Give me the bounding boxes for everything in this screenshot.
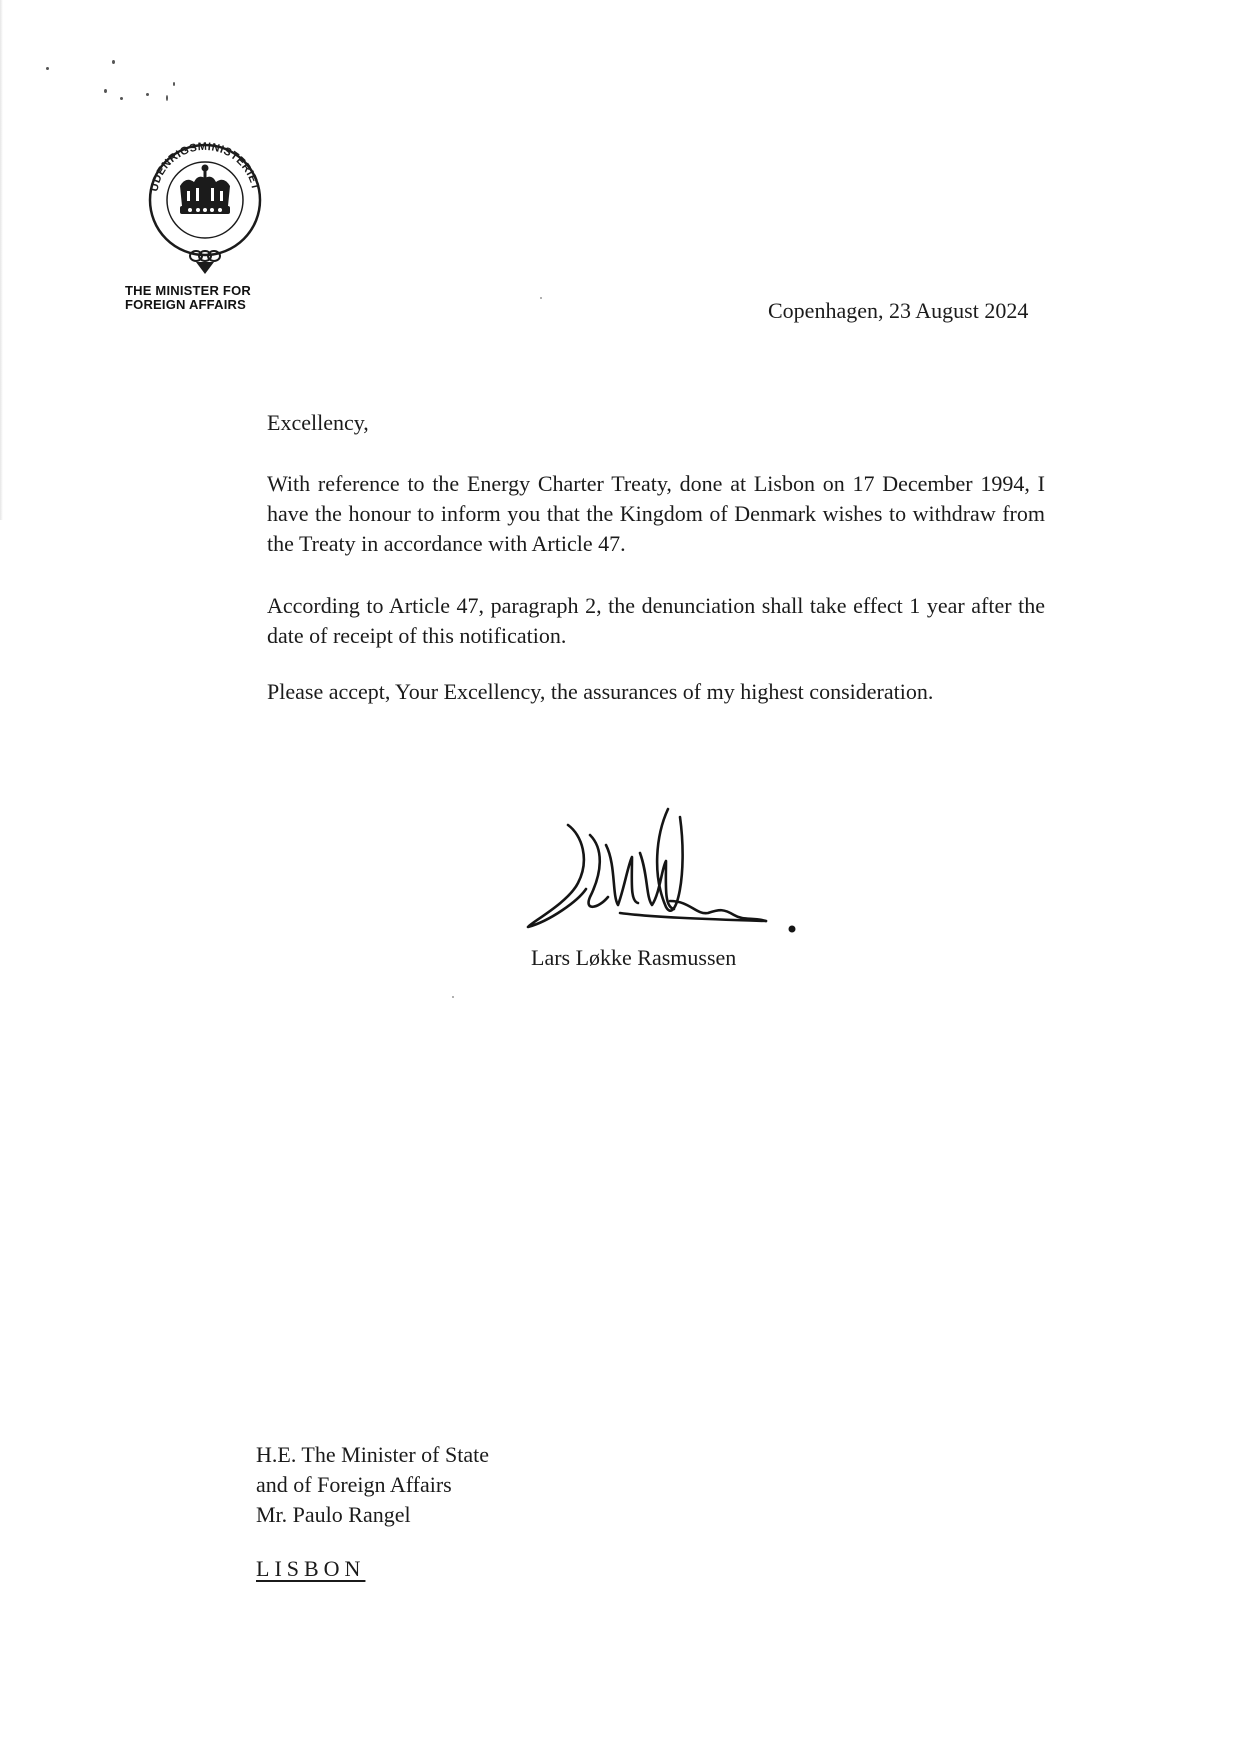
- salutation: Excellency,: [267, 410, 369, 435]
- recipient-line: H.E. The Minister of State: [256, 1442, 489, 1467]
- crest-ring-text: UDENRIGSMINISTERIET: [148, 140, 262, 193]
- recipient-city: LISBON: [256, 1556, 366, 1581]
- closing-paragraph: Please accept, Your Excellency, the assurances of my highest consideration.: [267, 679, 934, 704]
- letterhead-line-1: THE MINISTER FOR: [125, 283, 251, 298]
- scan-edge-shadow: [0, 0, 3, 520]
- recipient-line: Mr. Paulo Rangel: [256, 1502, 411, 1527]
- recipient-line: and of Foreign Affairs: [256, 1472, 452, 1497]
- recipient-address: [256, 1440, 489, 1530]
- date-line: Copenhagen, 23 August 2024: [768, 298, 1029, 323]
- royal-crown-crest-icon: [140, 136, 270, 276]
- body-paragraph: With reference to the Energy Charter Treaty, done at Lisbon on 17 December 1994, I have the honour to inform you that the Kingdom of Denmark wishes to withdraw from the Treaty in accordance with Article 47.: [267, 471, 1045, 556]
- letterhead-title: [125, 284, 251, 312]
- letterhead-line-2: FOREIGN AFFAIRS: [125, 297, 246, 312]
- handwritten-signature-icon: [520, 805, 810, 955]
- body-paragraph: According to Article 47, paragraph 2, the denunciation shall take effect 1 year after the date of receipt of this notification.: [267, 593, 1045, 648]
- signatory-name: Lars Løkke Rasmussen: [531, 945, 737, 970]
